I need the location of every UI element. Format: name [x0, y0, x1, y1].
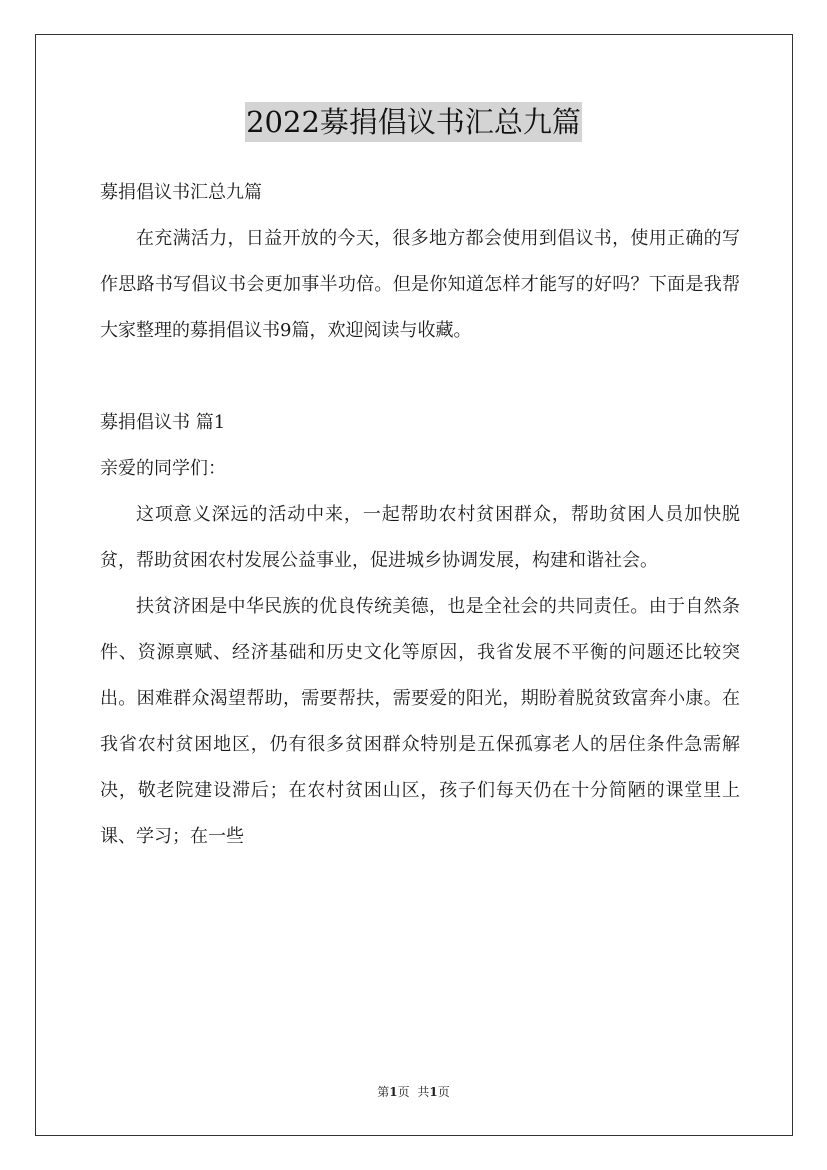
document-subtitle: 募捐倡议书汇总九篇 [100, 182, 262, 203]
section-heading: 募捐倡议书 篇1 [100, 412, 226, 433]
page-suffix: 页 [397, 1085, 410, 1099]
total-suffix: 页 [437, 1085, 450, 1099]
salutation: 亲爱的同学们： [100, 458, 226, 479]
body-paragraph-2: 扶贫济困是中华民族的优良传统美德，也是全社会的共同责任。由于自然条件、资源禀赋、经济基础和历史文化等原因，我省发展不平衡的问题还比较突出。困难群众渴望帮助，需要帮扶，需要爱的阳光，期盼着脱贫致富奔小康。在我省农村贫困地区，仍有很多贫困群众特别是五保孤寡老人的居住条件急需解决，敬老院建设滞后；在农村贫困山区，孩子们每天仍在十分简陋的课堂里上课、学习；在一些 [100, 596, 740, 847]
intro-paragraph: 在充满活力，日益开放的今天，很多地方都会使用到倡议书，使用正确的写作思路书写倡议书会更加事半功倍。但是你知道怎样才能写的好吗？下面是我帮大家整理的募捐倡议书9篇，欢迎阅读与收藏。 [100, 228, 740, 341]
total-prefix: 共 [417, 1085, 430, 1099]
paragraph-spacer [100, 354, 740, 400]
title-container [0, 102, 827, 142]
page-footer [0, 1084, 827, 1100]
page-total: 1 [429, 1085, 438, 1099]
body-paragraph-1: 这项意义深远的活动中来，一起帮助农村贫困群众，帮助贫困人员加快脱贫，帮助贫困农村发展公益事业，促进城乡协调发展，构建和谐社会。 [100, 504, 740, 571]
page-current: 1 [389, 1085, 398, 1099]
document-title: 2022募捐倡议书汇总九篇 [245, 102, 582, 142]
page-prefix: 第 [377, 1085, 390, 1099]
document-body [100, 170, 740, 860]
